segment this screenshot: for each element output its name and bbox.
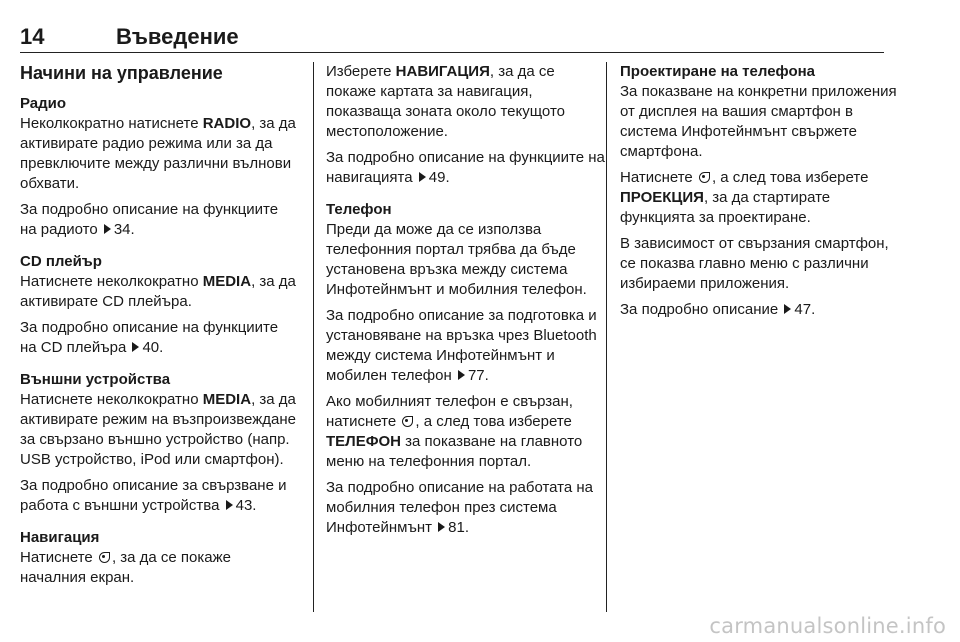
subheading-phone: Телефон bbox=[326, 201, 392, 218]
reference-arrow-icon bbox=[458, 370, 465, 380]
column-divider-2 bbox=[606, 62, 607, 612]
subheading-radio: Радио bbox=[20, 95, 67, 112]
watermark: carmanualsonline.info bbox=[709, 614, 946, 638]
home-icon bbox=[402, 416, 413, 427]
paragraph: За подробно описание за свързване и работа с външни устройства 43. bbox=[20, 477, 287, 514]
reference-arrow-icon bbox=[104, 224, 111, 234]
button-name-radio: RADIO bbox=[202, 115, 252, 132]
menu-name-phone: ТЕЛЕФОН bbox=[326, 433, 401, 450]
paragraph: В зависимост от свързания смартфон, се показва главно меню с различни избираеми приложения. bbox=[620, 235, 889, 292]
section-cd-player bbox=[20, 252, 296, 358]
paragraph: За показване на конкретни приложения от дисплея на вашия смартфон в система Инфотейнмънт свържете смартфона. bbox=[620, 83, 897, 160]
subheading-phone-projection: Проектиране на телефона bbox=[620, 63, 816, 80]
chapter-title: Въведение bbox=[116, 24, 239, 49]
reference-arrow-icon bbox=[226, 500, 233, 510]
menu-name-projection: ПРОЕКЦИЯ bbox=[620, 189, 704, 206]
button-name-media: MEDIA bbox=[202, 273, 252, 290]
subheading-cd-player: CD плейър bbox=[20, 253, 102, 270]
paragraph: Неколкократно натиснете RADIO, за да активирате радио режима или за да превключите между различни вълнови обхвати. bbox=[20, 115, 296, 192]
reference-arrow-icon bbox=[784, 304, 791, 314]
paragraph: За подробно описание на функциите на CD плейъра 40. bbox=[20, 319, 279, 356]
paragraph: Преди да може да се използва телефонния портал трябва да бъде установена връзка между система Инфотейнмънт и мобилния телефон. bbox=[326, 221, 587, 298]
paragraph: Натиснете , а след това изберете ПРОЕКЦИЯ, за да стартирате функцията за проектиране. bbox=[620, 169, 869, 226]
reference-arrow-icon bbox=[132, 342, 139, 352]
column-3 bbox=[620, 62, 898, 326]
column-2 bbox=[326, 62, 606, 550]
page-reference[interactable]: 77. bbox=[467, 367, 489, 384]
button-name-media: MEDIA bbox=[202, 391, 252, 408]
paragraph: Натиснете неколкократно MEDIA, за да активирате CD плейъра. bbox=[20, 273, 296, 310]
reference-arrow-icon bbox=[438, 522, 445, 532]
page-reference[interactable]: 34. bbox=[113, 221, 135, 238]
section-phone bbox=[326, 200, 606, 538]
page-reference[interactable]: 40. bbox=[142, 339, 164, 356]
column-divider-1 bbox=[313, 62, 314, 612]
page-reference[interactable]: 47. bbox=[794, 301, 816, 318]
paragraph: Ако мобилният телефон е свързан, натиснете , а след това изберете ТЕЛЕФОН за показване на главното меню на телефонния портал. bbox=[326, 393, 583, 470]
page-reference[interactable]: 43. bbox=[235, 497, 257, 514]
section-external-devices bbox=[20, 370, 296, 516]
paragraph: За подробно описание 47. bbox=[620, 301, 816, 318]
paragraph: За подробно описание за подготовка и установяване на връзка чрез Bluetooth между система Инфотейнмънт и мобилен телефон 77. bbox=[326, 307, 597, 384]
section-navigation bbox=[20, 528, 296, 588]
page-reference[interactable]: 81. bbox=[448, 519, 469, 536]
paragraph: За подробно описание на функциите на радиото 34. bbox=[20, 201, 279, 238]
section-radio bbox=[20, 94, 296, 240]
menu-name-navigation: НАВИГАЦИЯ bbox=[395, 63, 490, 80]
page-reference[interactable]: 49. bbox=[428, 169, 450, 186]
subheading-external-devices: Външни устройства bbox=[20, 371, 171, 388]
column-1 bbox=[20, 62, 296, 600]
paragraph: Изберете НАВИГАЦИЯ, за да се покаже картата за навигация, показваща зоната около текущото местоположение. bbox=[326, 63, 565, 140]
subheading-navigation: Навигация bbox=[20, 529, 100, 546]
home-icon bbox=[99, 552, 110, 563]
reference-arrow-icon bbox=[419, 172, 426, 182]
paragraph: За подробно описание на функциите на навигацията 49. bbox=[326, 149, 605, 186]
paragraph: Натиснете неколкократно MEDIA, за да активирате режим на възпроизвеждане за свързано външно устройство (напр. USB устройство, iPod или смартфон). bbox=[20, 391, 296, 468]
page-header bbox=[20, 24, 884, 53]
section-heading: Начини на управление bbox=[20, 63, 223, 83]
paragraph: Натиснете , за да се покаже началния екран. bbox=[20, 549, 232, 586]
paragraph: За подробно описание на работата на мобилния телефон през система Инфотейнмънт 81. bbox=[326, 479, 594, 536]
home-icon bbox=[699, 172, 710, 183]
page-number: 14 bbox=[20, 24, 45, 49]
